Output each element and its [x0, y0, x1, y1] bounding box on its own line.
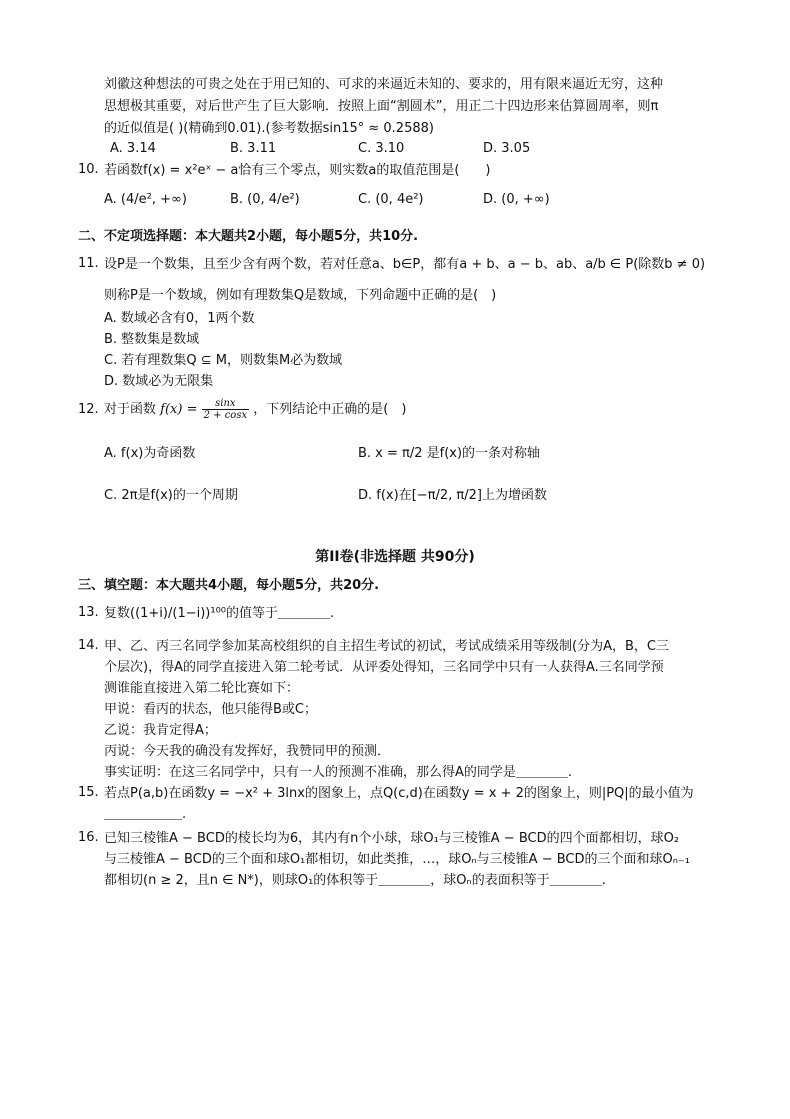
q10-stem: 若函数f(x) = x²eˣ − a恰有三个零点，则实数a的取值范围是( ) — [104, 163, 491, 178]
q10-option-b: B. (0, 4/e²) — [230, 192, 300, 207]
q14-line-4: 甲说：看丙的状态，他只能得B或C； — [104, 702, 317, 717]
q16-line-2: 与三棱锥A − BCD的三个面和球O₁都相切，如此类推，…，球Oₙ与三棱锥A − BCD的三个面和球Oₙ₋₁ — [104, 852, 690, 867]
q9-line-3: 的近似值是( )(精确到0.01).(参考数据sin15° ≈ 0.2588) — [104, 121, 434, 136]
q11-option-d: D. 数域必为无限集 — [104, 374, 214, 389]
q15-number: 15. — [78, 785, 99, 800]
q15-line-2: ＿＿＿＿＿＿. — [104, 807, 187, 822]
section-3-title: 三、填空题：本大题共4小题，每小题5分，共20分. — [78, 578, 380, 593]
q16-number: 16. — [78, 830, 99, 845]
q13-number: 13. — [78, 605, 99, 620]
q11-option-a: A. 数域必含有0，1两个数 — [104, 311, 255, 326]
q14-line-5: 乙说：我肯定得A； — [104, 723, 217, 738]
q13-text: 复数((1+i)/(1−i))¹⁰⁰的值等于＿＿＿＿. — [104, 606, 335, 621]
q10-option-a: A. (4/e², +∞) — [104, 192, 187, 207]
q10-option-d: D. (0, +∞) — [483, 192, 550, 207]
q15-line-1: 若点P(a,b)在函数y = −x² + 3lnx的图象上，点Q(c,d)在函数y = x + 2的图象上，则|PQ|的最小值为 — [104, 786, 694, 801]
q11-line-1: 设P是一个数集，且至少含有两个数，若对任意a、b∈P，都有a + b、a − b、ab、a/b ∈ P(除数b ≠ 0) — [104, 257, 706, 272]
q10-option-c: C. (0, 4e²) — [358, 192, 424, 207]
q16-line-1: 已知三棱锥A − BCD的棱长均为6，其内有n个小球，球O₁与三棱锥A − BCD的四个面都相切，球O₂ — [104, 831, 680, 846]
q14-line-2: 个层次)，得A的同学直接进入第二轮考试．从评委处得知，三名同学中只有一人获得A.三名同学预 — [104, 660, 664, 675]
q14-line-1: 甲、乙、丙三名同学参加某高校组织的自主招生考试的初试，考试成绩采用等级制(分为A，B，C三 — [104, 639, 669, 654]
q9-line-2: 思想极其重要，对后世产生了巨大影响．按照上面“割圆术”，用正二十四边形来估算圆周率，则π — [104, 99, 659, 114]
q12-stem-post: ，下列结论中正确的是( ) — [253, 402, 407, 417]
q10-number: 10. — [78, 162, 99, 177]
q12-fx: f(x) = — [160, 402, 198, 417]
q12-option-a: A. f(x)为奇函数 — [104, 446, 196, 461]
q9-option-d: D. 3.05 — [483, 141, 531, 156]
q12-number: 12. — [78, 402, 99, 417]
q11-option-c: C. 若有理数集Q ⊆ M，则数集M必为数域 — [104, 353, 343, 368]
q12-option-b: B. x = π/2 是f(x)的一条对称轴 — [358, 446, 541, 461]
q12-numerator: sinx — [202, 398, 250, 410]
q16-line-3: 都相切(n ≥ 2，且n ∈ N*)，则球O₁的体积等于＿＿＿＿，球Oₙ的表面积等于＿＿＿＿. — [104, 873, 606, 888]
q12-stem-pre: 对于函数 — [104, 402, 157, 417]
q12-option-d: D. f(x)在[−π/2, π/2]上为增函数 — [358, 488, 547, 503]
q14-line-3: 测谁能直接进入第二轮比赛如下： — [104, 681, 300, 696]
part-2-title: 第II卷(非选择题 共90分) — [315, 549, 475, 565]
section-2-title: 二、不定项选择题：本大题共2小题，每小题5分，共10分. — [78, 229, 419, 244]
q9-option-a: A. 3.14 — [110, 141, 156, 156]
q12-stem — [104, 394, 406, 426]
q9-option-c: C. 3.10 — [358, 141, 405, 156]
q9-line-1: 刘徽这种想法的可贵之处在于用已知的、可求的来逼近未知的、要求的，用有限来逼近无穷，这种 — [104, 77, 664, 92]
q12-denominator: 2 + cosx — [203, 410, 248, 421]
q12-fraction — [202, 398, 250, 421]
q11-number: 11. — [78, 256, 99, 271]
q14-number: 14. — [78, 638, 99, 653]
q11-option-b: B. 整数集是数域 — [104, 332, 200, 347]
q12-option-c: C. 2π是f(x)的一个周期 — [104, 488, 238, 503]
q9-option-b: B. 3.11 — [230, 141, 277, 156]
q11-line-2: 则称P是一个数域，例如有理数集Q是数域，下列命题中正确的是( ) — [104, 288, 497, 303]
q14-line-6: 丙说：今天我的确没有发挥好，我赞同甲的预测． — [104, 744, 391, 759]
q14-line-7: 事实证明：在这三名同学中，只有一人的预测不准确，那么得A的同学是＿＿＿＿. — [104, 765, 573, 780]
